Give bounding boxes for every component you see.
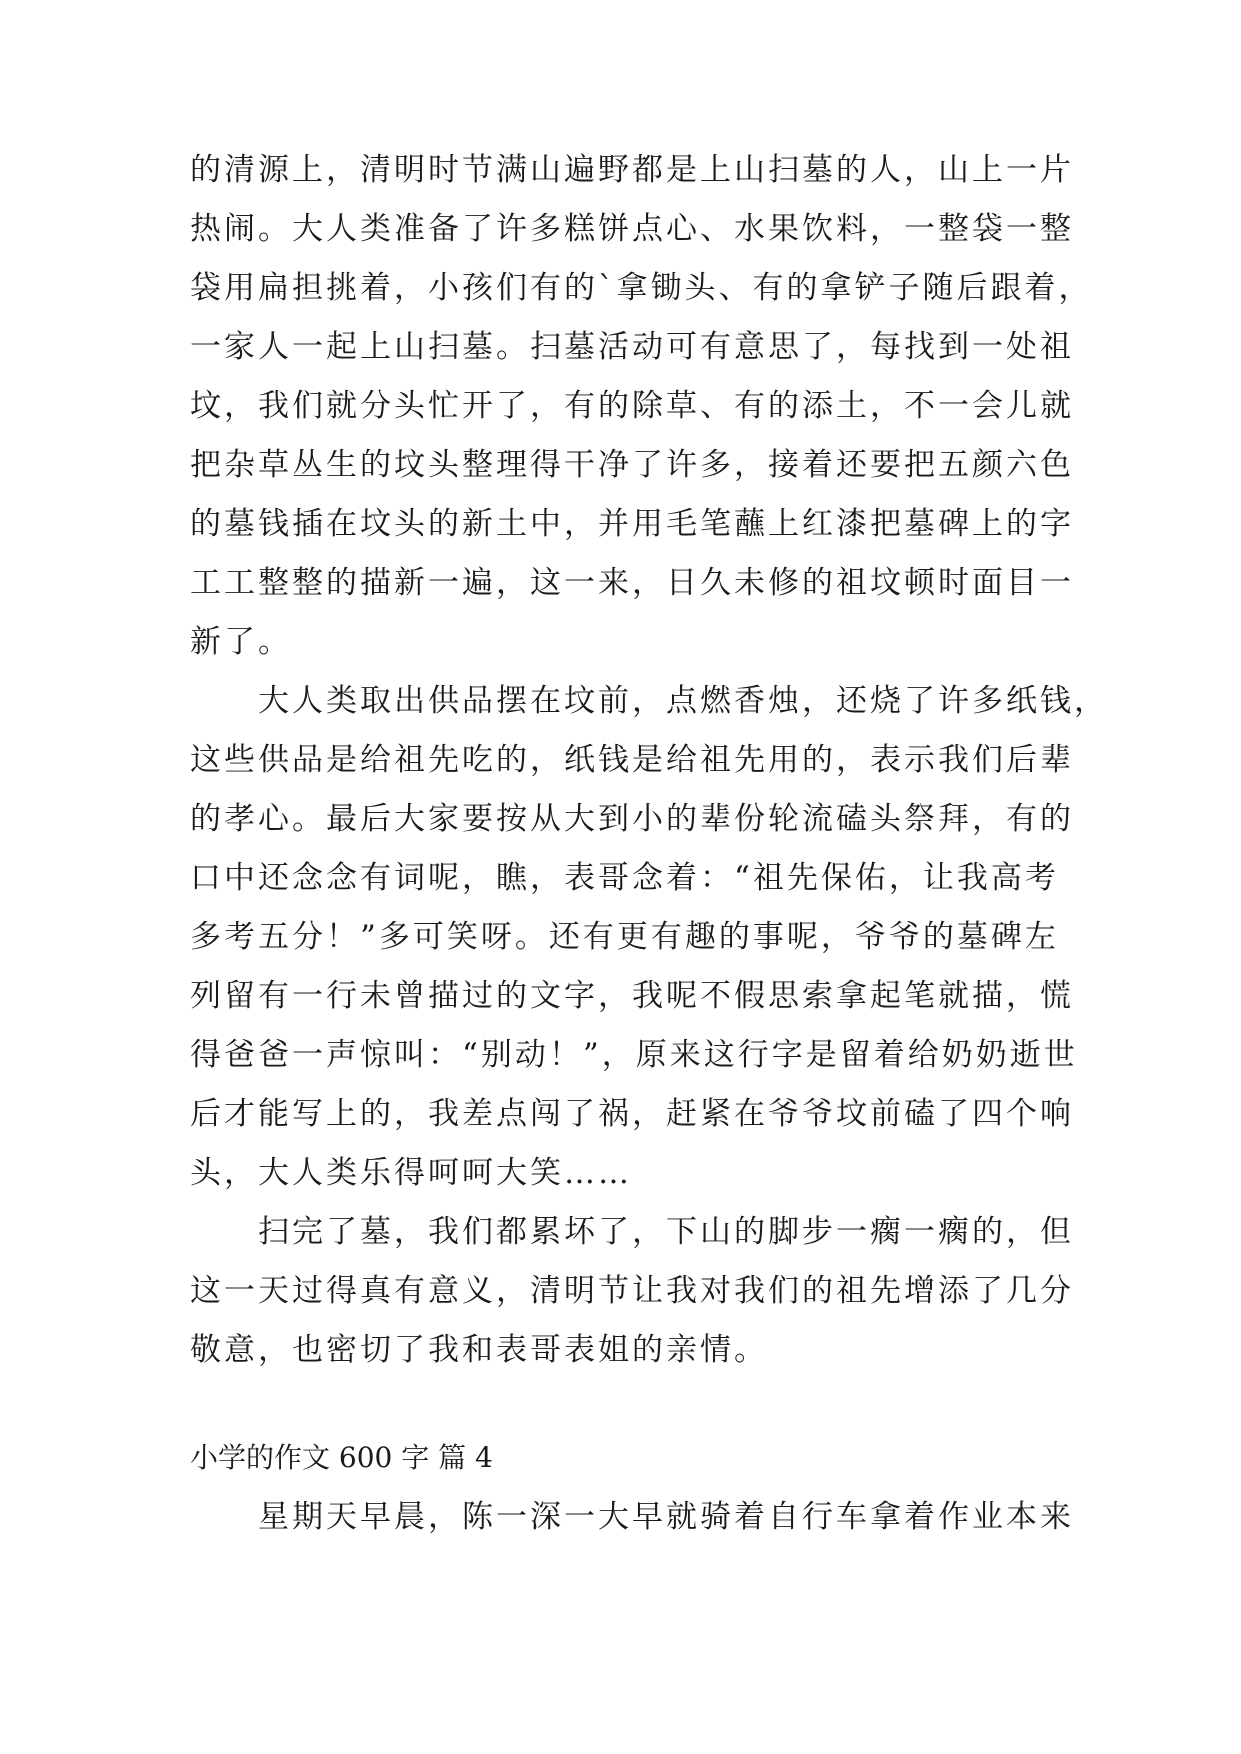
text-line: 把杂草丛生的坟头整理得干净了许多，接着还要把五颜六色 bbox=[190, 447, 1074, 483]
text-line: 一家人一起上山扫墓。扫墓活动可有意思了，每找到一处祖 bbox=[190, 329, 1074, 365]
text-line: 这一天过得真有意义，清明节让我对我们的祖先增添了几分 bbox=[190, 1273, 1074, 1309]
text-line: 得爸爸一声惊叫：“别动！”，原来这行字是留着给奶奶逝世 bbox=[190, 1037, 1078, 1073]
text-line: 敬意，也密切了我和表哥表姐的亲情。 bbox=[190, 1332, 768, 1368]
text-line: 工工整整的描新一遍，这一来，日久未修的祖坟顿时面目一 bbox=[190, 565, 1074, 601]
text-line: 后才能写上的，我差点闯了祸，赶紧在爷爷坟前磕了四个响 bbox=[190, 1096, 1074, 1132]
paragraph-start-line: 大人类取出供品摆在坟前，点燃香烛，还烧了许多纸钱， bbox=[258, 683, 1108, 719]
text-line: 的孝心。最后大家要按从大到小的辈份轮流磕头祭拜，有的 bbox=[190, 801, 1074, 837]
paragraph-start-line: 扫完了墓，我们都累坏了，下山的脚步一瘸一瘸的，但 bbox=[258, 1214, 1074, 1250]
text-line: 的清源上，清明时节满山遍野都是上山扫墓的人，山上一片 bbox=[190, 152, 1074, 188]
text-line: 头，大人类乐得呵呵大笑…… bbox=[190, 1155, 632, 1191]
text-line: 的墓钱插在坟头的新土中，并用毛笔蘸上红漆把墓碑上的字 bbox=[190, 506, 1074, 542]
text-line: 坟，我们就分头忙开了，有的除草、有的添土，不一会儿就 bbox=[190, 388, 1074, 424]
text-line: 多考五分！”多可笑呀。还有更有趣的事呢，爷爷的墓碑左 bbox=[190, 919, 1059, 955]
paragraph-start-line: 星期天早晨，陈一深一大早就骑着自行车拿着作业本来 bbox=[258, 1499, 1074, 1535]
text-line: 热闹。大人类准备了许多糕饼点心、水果饮料，一整袋一整 bbox=[190, 211, 1074, 247]
text-line: 新了。 bbox=[190, 624, 292, 660]
text-line: 口中还念念有词呢，瞧，表哥念着：“祖先保佑，让我高考 bbox=[190, 860, 1059, 896]
section-heading: 小学的作文 600 字 篇 4 bbox=[190, 1441, 493, 1474]
text-line: 这些供品是给祖先吃的，纸钱是给祖先用的，表示我们后辈 bbox=[190, 742, 1074, 778]
text-line: 袋用扁担挑着，小孩们有的`拿锄头、有的拿铲子随后跟着， bbox=[190, 270, 1093, 306]
text-line: 列留有一行未曾描过的文字，我呢不假思索拿起笔就描，慌 bbox=[190, 978, 1074, 1014]
